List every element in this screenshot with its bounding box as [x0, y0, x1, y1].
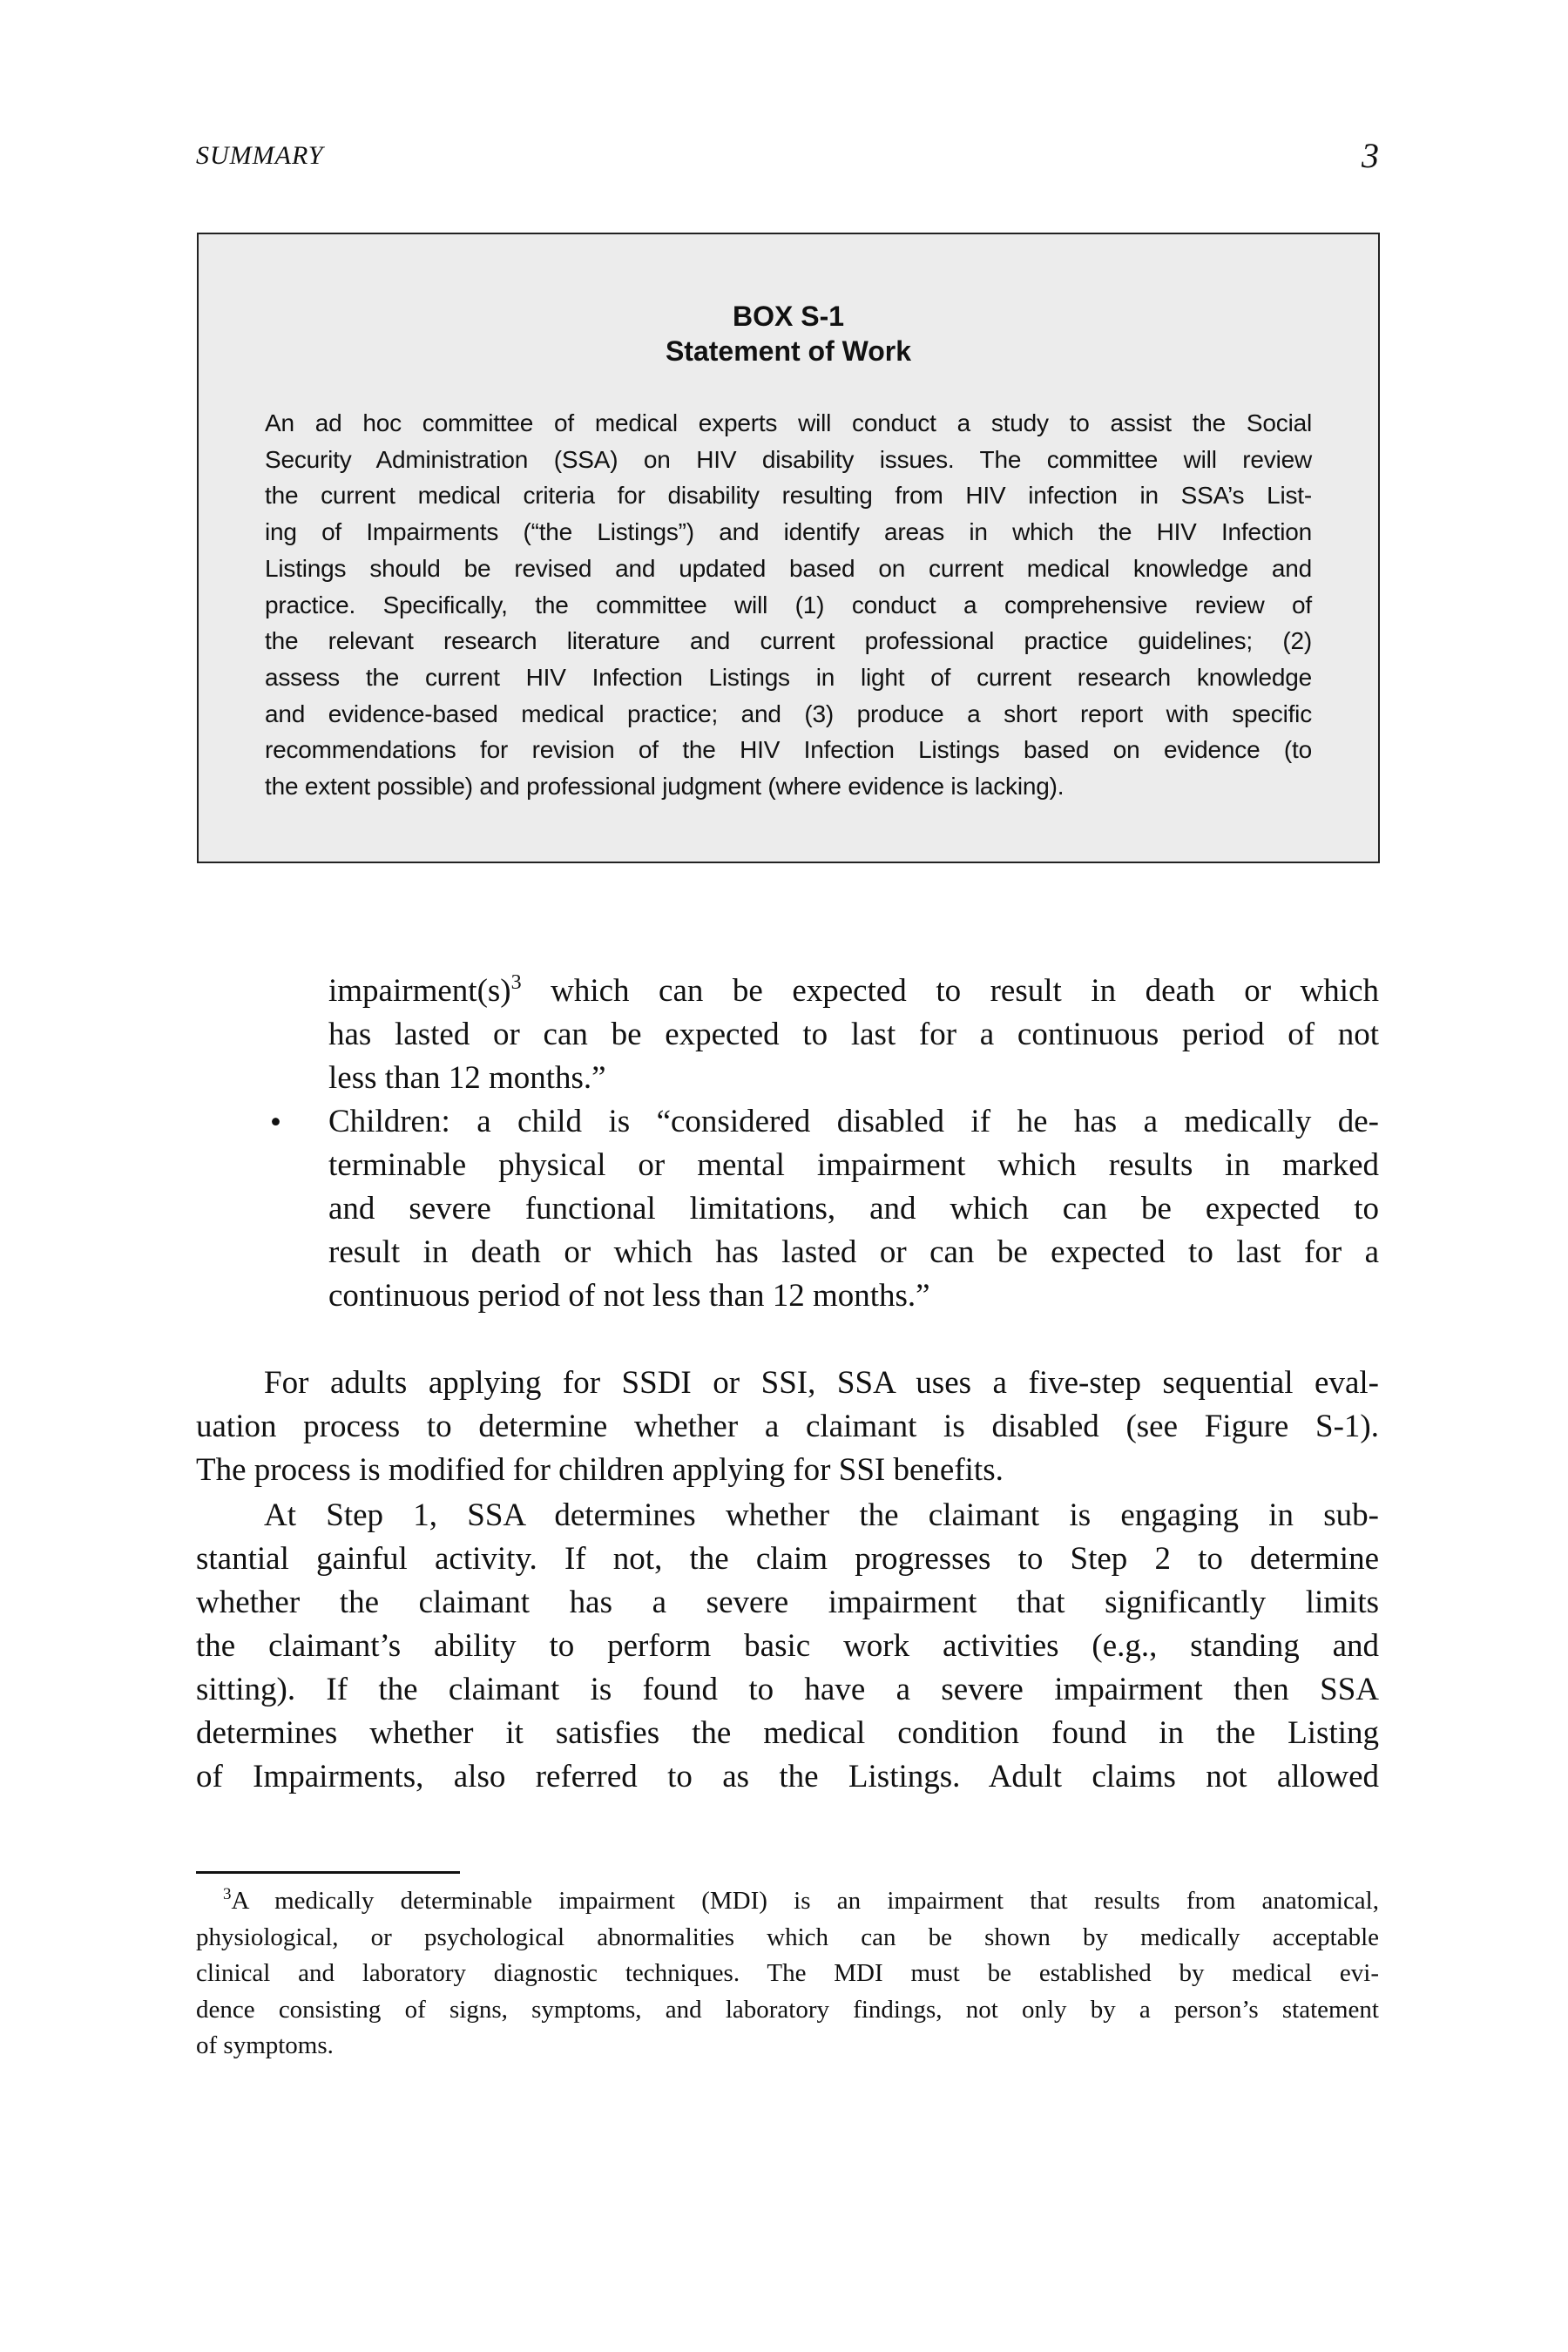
text-line: assess the current HIV Infection Listings in light of current research knowledge	[265, 663, 1312, 691]
text: A medically determinable impairment (MDI) is an impairment that results from anatomical,	[231, 1887, 1379, 1915]
text-line: physiological, or psychological abnormalities which can be shown by medically acceptable	[196, 1923, 1379, 1951]
text-line	[196, 1883, 1379, 1920]
text-line: the claimant’s ability to perform basic work activities (e.g., standing and	[196, 1628, 1379, 1664]
text-line	[328, 970, 1379, 1013]
page-number: 3	[1362, 136, 1379, 175]
definition-adults-continued	[328, 970, 1379, 1318]
text-line: of symptoms.	[196, 2031, 334, 2059]
box-title: Statement of Work	[665, 335, 912, 367]
text-line: stantial gainful activity. If not, the claim progresses to Step 2 to determine	[196, 1541, 1379, 1577]
text-line: The process is modified for children applying for SSI benefits.	[196, 1452, 1004, 1488]
text-line: less than 12 months.”	[328, 1060, 606, 1096]
text-line: result in death or which has lasted or can be expected to last for a	[328, 1234, 1379, 1270]
box-body	[265, 405, 1312, 805]
paragraph-step-1	[196, 1494, 1379, 1799]
text-line: Listings should be revised and updated based on current medical knowledge and	[265, 554, 1312, 582]
text: which can be expected to result in death or which	[521, 973, 1379, 1009]
children-lines	[328, 1100, 1379, 1318]
text-line: ing of Impairments (“the Listings”) and identify areas in which the HIV Infection	[265, 518, 1312, 546]
text-line: For adults applying for SSDI or SSI, SSA uses a five-step sequential eval-	[264, 1365, 1379, 1401]
footnote-3	[196, 1883, 1379, 2065]
text-line: At Step 1, SSA determines whether the claimant is engaging in sub-	[264, 1497, 1379, 1533]
bullet-icon: •	[270, 1105, 281, 1140]
text-line: has lasted or can be expected to last for a continuous period of not	[328, 1017, 1379, 1052]
text-line: the relevant research literature and current professional practice guidelines; (2)	[265, 627, 1312, 655]
adults-lines	[328, 1013, 1379, 1100]
text-line: the current medical criteria for disability resulting from HIV infection in SSA’s List-	[265, 482, 1312, 510]
text: impairment(s)	[328, 973, 511, 1009]
box-heading	[199, 299, 1378, 368]
statement-of-work-box	[197, 233, 1380, 863]
text-line: practice. Specifically, the committee will (1) conduct a comprehensive review of	[265, 591, 1312, 618]
footnote-lines	[196, 1920, 1379, 2065]
text-line: An ad hoc committee of medical experts will conduct a study to assist the Social	[265, 409, 1312, 436]
text-line: dence consisting of signs, symptoms, and laboratory findings, not only by a person’s statement	[196, 1995, 1379, 2024]
text-line: Children: a child is “considered disabled if he has a medically de-	[328, 1104, 1379, 1139]
box-label: BOX S-1	[732, 301, 845, 332]
paragraph-five-step	[196, 1362, 1379, 1492]
text-line: of Impairments, also referred to as the Listings. Adult claims not allowed	[196, 1759, 1379, 1794]
text-line: clinical and laboratory diagnostic techniques. The MDI must be established by medical evi-	[196, 1959, 1379, 1987]
text-line: and severe functional limitations, and which can be expected to	[328, 1191, 1379, 1227]
text-line: sitting). If the claimant is found to have a severe impairment then SSA	[196, 1672, 1379, 1707]
text-line: and evidence-based medical practice; and (3) produce a short report with specific	[265, 700, 1312, 727]
text-line: the extent possible) and professional judgment (where evidence is lacking).	[265, 773, 1064, 801]
running-head: SUMMARY	[196, 141, 324, 170]
text-line: whether the claimant has a severe impairment that significantly limits	[196, 1585, 1379, 1620]
text-line: terminable physical or mental impairment which results in marked	[328, 1147, 1379, 1183]
text-line: uation process to determine whether a claimant is disabled (see Figure S-1).	[196, 1409, 1379, 1444]
text-line: recommendations for revision of the HIV Infection Listings based on evidence (to	[265, 736, 1312, 764]
text-line: Security Administration (SSA) on HIV disability issues. The committee will review	[265, 445, 1312, 473]
footnote-ref[interactable]: 3	[510, 971, 522, 994]
text-line: determines whether it satisfies the medical condition found in the Listing	[196, 1715, 1379, 1751]
footnote-divider	[196, 1871, 460, 1874]
footnote-marker: 3	[223, 1885, 232, 1903]
text-line: continuous period of not less than 12 months.”	[328, 1278, 930, 1314]
